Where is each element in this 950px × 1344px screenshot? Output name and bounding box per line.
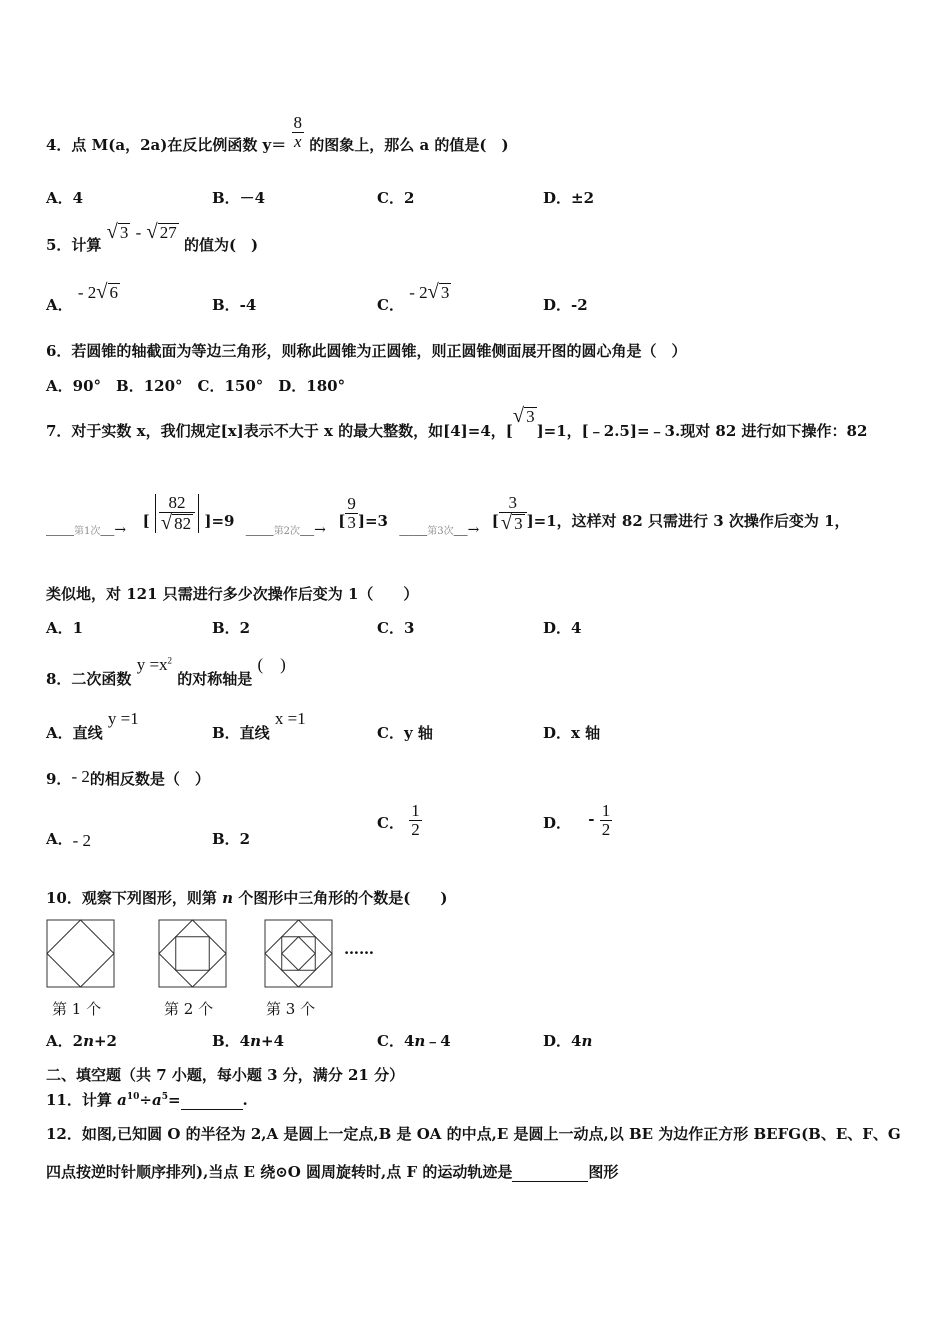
q7-option-d[interactable]: D．4 [543,619,582,637]
q6-options[interactable]: A．90° B．120° C．150° D．180° [46,377,346,395]
q9-value: - 2 [71,767,90,786]
figure-3-inner-square [282,937,316,971]
figure-3 [264,919,334,989]
q7-arrow-3: ＿＿第3次＿→ [399,521,480,538]
q10-option-a[interactable]: A．2n+2 [46,1032,117,1050]
q5-option-a-sqrt: √ 6 [96,281,118,303]
q7-step1-bracket [155,494,199,533]
q5-option-a-label: A． [46,296,73,314]
q9-option-d[interactable] [543,802,612,839]
figure-3-outer-square [265,920,332,987]
q8-function: $y =x^2$ [136,655,173,674]
q7-r3: ]=1，这样对 82 只需进行 3 次操作后变为 1， [526,511,850,530]
q7-arrow-1-label: 第1次 [74,525,101,537]
q8-option-a[interactable] [46,708,139,742]
q4-suffix: 的图象上，那么 a 的值是( ) [309,136,509,155]
q9-option-c-num: 1 [411,801,420,820]
q7-f1-den: √ 82 [159,512,195,533]
arrow-right-icon: → [467,521,480,538]
q4-frac-den: x [293,131,302,151]
question-4 [46,102,509,155]
figure-2-diamond [159,920,226,987]
q9-suffix: 的相反数是（ ） [89,770,210,788]
q9-option-c[interactable] [377,802,422,839]
q5-option-c-sqrt: √ 3 [427,281,450,303]
q7-f2-num: 9 [347,494,356,514]
sqrt-sign-icon: √ [500,511,513,534]
q5-option-b[interactable]: B．-4 [212,296,257,314]
q4-option-c[interactable]: C．2 [377,189,415,207]
sqrt-sign-icon: √ [512,405,525,427]
q10-n: n [222,889,234,907]
question-9: 9．- 2的相反数是（ ） [46,767,210,788]
q7-line1-a: 7．对于实数 x，我们规定[x]表示不大于 x 的最大整数，如[4]=4，[ [46,422,513,440]
q7-step2: [ $\frac{9}{3}$ ]=3 [338,494,388,533]
q9-option-c-label: C． [377,814,404,833]
q9-option-d-sign: - [588,810,595,829]
q8-option-d[interactable]: D．x 轴 [543,724,601,742]
q8-suffix: 的对称轴是 [177,670,253,688]
arrow-right-icon: → [314,521,326,538]
q4-option-b[interactable]: B．－4 [212,189,266,207]
q7-sqrt: √ 3 [512,405,535,427]
figure-2-caption: 第 2 个 [164,1000,214,1018]
q5-prefix: 5．计算 [46,236,102,254]
q7-arrow-2: ＿＿第2次＿→ [245,521,326,538]
question-10: 10．观察下列图形，则第 n 个图形中三角形的个数是( ) [46,889,448,907]
q10-ellipsis: …… [344,940,374,958]
q5-option-a-coef: - 2 [77,283,97,302]
q5-sqrt-b: √ 27 [146,221,177,243]
q8-option-a-eq: y =1 [107,709,139,728]
q7-line1-b: ]=1，[﹣2.5]=﹣3.现对 82 进行如下操作：82 [536,422,868,440]
figure-2-inner-square [176,937,210,971]
q7-arrow-1: ＿＿第1次＿→ [46,521,127,538]
q7-r1: ]=9 [204,511,235,530]
figure-3-diamond [265,920,332,987]
q9-option-a-val: - 2 [72,831,92,850]
q7-arrow-3-label: 第3次 [427,525,454,537]
q5-option-c-label: C． [377,296,404,314]
q5-suffix: 的值为( ) [183,236,259,254]
q5-option-a[interactable] [46,281,120,314]
question-5 [46,221,259,254]
figure-2 [158,919,228,989]
q7-option-a[interactable]: A．1 [46,619,84,637]
question-7-line3: 类似地，对 121 只需进行多少次操作后变为 1（ ） [46,585,419,603]
q11-answer-blank[interactable] [181,1095,243,1110]
figure-1-diamond [47,920,114,987]
q9-option-b[interactable]: B．2 [212,830,251,848]
q9-option-a[interactable] [46,828,91,849]
q9-option-d-den: 2 [601,819,611,839]
q7-f3-den: √ 3 [499,512,527,533]
arrow-right-icon: → [114,521,127,538]
q8-option-a-label: A．直线 [46,724,103,742]
q8-option-c[interactable]: C．y 轴 [377,724,433,742]
q4-option-d[interactable]: D．±2 [543,189,595,207]
question-7-line2 [46,493,850,538]
q7-step1: [ 82 √ 82 ]=9 [142,493,235,534]
q8-option-b[interactable] [212,708,306,742]
sqrt-sign-icon: √ [160,511,173,534]
q9-option-d-num: 1 [601,801,611,820]
figure-1-caption: 第 1 个 [52,1000,102,1018]
q5-option-d[interactable]: D．-2 [543,296,588,314]
q8-exponent: 2 [167,655,173,666]
q4-option-a[interactable]: A．4 [46,189,84,207]
q7-step3: [ 3 √ 3 ]=1，这样对 82 只需进行 3 次操作后变为 1， [491,493,850,534]
q5-sqrt-a: √ 3 [106,221,129,243]
q7-f1-num: 82 [168,493,186,512]
q4-prefix: 4．点 M(a，2a)在反比例函数 y＝ [46,136,287,155]
figure-3-caption: 第 3 个 [266,1000,316,1018]
section-2-heading: 二、填空题（共 7 小题，每小题 3 分，满分 21 分） [46,1066,405,1084]
q5-option-c[interactable] [377,281,451,314]
q9-option-d-label: D． [543,814,572,833]
figure-1 [46,919,116,989]
q7-option-c[interactable]: C．3 [377,619,415,637]
q4-frac-num: 8 [293,113,303,132]
q9-option-c-den: 2 [411,819,420,839]
q9-option-a-label: A． [46,830,73,848]
q5-minus: - [135,223,142,242]
sqrt-sign-icon: √ [96,281,108,303]
sqrt-sign-icon: √ [427,281,439,303]
q10-option-b[interactable]: B．4n+4 [212,1032,285,1050]
question-11: 11．计算 $a^{10}\div a^5=$ . [46,1091,248,1109]
q5-option-c-coef: - 2 [409,283,428,302]
q4-fraction [292,114,305,151]
figure-1-outer-square [47,920,114,987]
q7-option-b[interactable]: B．2 [212,619,251,637]
q7-f2-den: 3 [347,513,356,533]
question-12-line1: 12．如图,已知圆 O 的半径为 2,A 是圆上一定点,B 是 OA 的中点,E 是圆上一动点,以 BE 为边作正方形 BEFG(B、E、F、G [46,1125,901,1143]
sqrt-sign-icon: √ [146,221,158,243]
question-7-line1 [46,405,868,440]
q7-f3-num: 3 [508,493,517,512]
q8-option-b-eq: x =1 [274,709,306,728]
figure-2-outer-square [159,920,226,987]
q8-paren: ( ) [257,655,286,674]
q7-r2: ]=3 [357,511,388,530]
question-12-line2: 四点按逆时针顺序排列),当点 E 绕⊙O 圆周旋转时,点 F 的运动轨迹是 图形 [46,1163,619,1181]
q10-option-c[interactable]: C．4n﹣4 [377,1032,451,1050]
q8-prefix: 8．二次函数 [46,670,132,688]
question-6: 6．若圆锥的轴截面为等边三角形，则称此圆锥为正圆锥，则正圆锥侧面展开图的圆心角是（ ） [46,342,687,360]
sqrt-sign-icon: √ [106,221,118,243]
q12-answer-blank[interactable] [512,1167,588,1182]
q10-option-d[interactable]: D．4n [543,1032,593,1050]
q8-option-b-label: B．直线 [212,724,270,742]
question-8 [46,650,286,688]
figure-3-inner-diamond [282,937,316,971]
q7-arrow-2-label: 第2次 [273,525,301,537]
